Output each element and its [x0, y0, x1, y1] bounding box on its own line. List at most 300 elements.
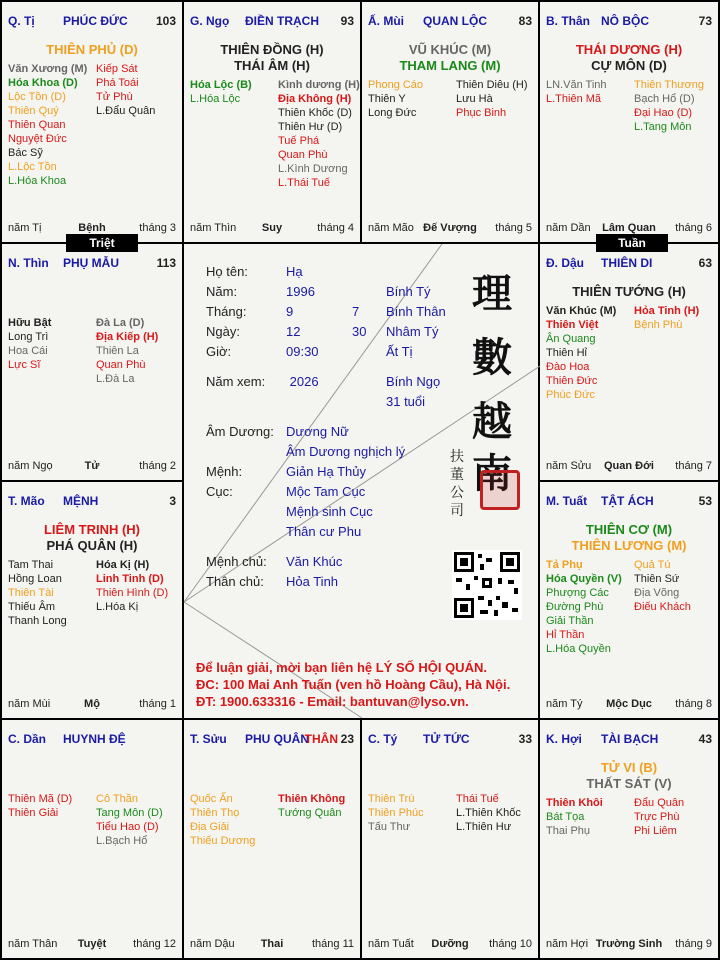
minor-star: Văn Xương (M)	[8, 63, 88, 75]
palace-branch	[8, 256, 49, 270]
minor-star: Quan Phù	[96, 359, 146, 371]
birth-label: Họ tên:	[206, 264, 248, 279]
palace-name: PHỤ MẪU	[63, 256, 119, 270]
palace-number: 53	[698, 494, 712, 508]
minor-star: Lưu Hà	[456, 93, 493, 105]
palace-name: THIÊN DI	[601, 256, 653, 270]
palace-stage: Thai	[260, 938, 284, 950]
minor-star: Địa Không (H)	[278, 93, 352, 105]
birth-can-chi: Bính Thân	[386, 304, 446, 319]
palace-name: TỬ TỨC	[423, 732, 470, 746]
minor-star: Thiên Quý	[8, 105, 59, 117]
center-panel	[184, 244, 540, 720]
small-seal-text: 扶 董 公 司	[450, 449, 464, 519]
palace-number: 83	[518, 14, 532, 28]
palace-footer	[368, 938, 532, 952]
amduong-value: Dương Nữ	[286, 424, 349, 439]
birth-row	[206, 262, 466, 282]
minor-star: LN.Văn Tinh	[546, 79, 607, 91]
palace-name: QUAN LỘC	[423, 14, 487, 28]
palace-can: Đ. Dậu	[546, 256, 585, 270]
red-seal-icon	[480, 470, 520, 510]
palace-header	[546, 14, 712, 30]
menh-value: Giản Hạ Thủy	[286, 464, 366, 479]
palace-month: tháng 8	[675, 698, 712, 710]
palace-can: C. Dần	[8, 732, 47, 746]
palace-can: G. Ngọ	[190, 14, 230, 28]
minor-star: Hóa Khoa (D)	[8, 77, 78, 89]
minor-stars-left	[546, 796, 603, 838]
minor-star: L.Đà La	[96, 373, 135, 385]
minor-star: Hỉ Thần	[546, 629, 585, 641]
palace-month: tháng 5	[495, 222, 532, 234]
minor-star: Văn Khúc (M)	[546, 305, 617, 317]
minor-star: Phượng Các	[546, 587, 609, 599]
palace-can: B. Thân	[546, 14, 590, 28]
palace-can: Q. Tị	[8, 14, 35, 28]
palace-branch	[546, 14, 590, 28]
contact-phone-email[interactable]: ĐT: 1900.633316 - Email: bantuvan@lyso.vn.	[196, 694, 469, 709]
minor-star: Kiếp Sát	[96, 63, 138, 75]
minor-star: Thiên Việt	[546, 319, 599, 331]
calligraphy-2: 數	[472, 334, 512, 381]
palace-stage: Tử	[84, 460, 100, 472]
palace-footer	[546, 698, 712, 712]
palace-year: năm Ngọ	[8, 460, 53, 472]
palace-stage: Mộc Dục	[606, 698, 652, 710]
palace-ngo[interactable]	[184, 2, 360, 242]
palace-header	[8, 14, 176, 30]
minor-stars-right	[96, 792, 163, 848]
minor-stars-right	[96, 62, 155, 118]
palace-branch	[368, 732, 397, 746]
palace-footer	[190, 938, 354, 952]
minor-star: Quốc Ấn	[190, 793, 233, 805]
palace-can: Ấ. Mùi	[368, 14, 404, 28]
minor-stars-right	[456, 78, 528, 120]
palace-can: C. Tý	[368, 732, 398, 746]
palace-can: M. Tuất	[546, 494, 588, 508]
palace-stage: Dưỡng	[431, 938, 469, 950]
minor-star: Lực Sĩ	[8, 359, 41, 371]
palace-number: 23	[340, 732, 354, 746]
palace-header	[546, 256, 712, 272]
palace-stage: Trường Sinh	[595, 938, 663, 950]
birth-solar: 9	[286, 304, 294, 319]
palace-month: tháng 3	[139, 222, 176, 234]
palace-name: PHÚC ĐỨC	[63, 14, 128, 28]
palace-name: PHU QUÂN	[245, 732, 310, 746]
namxem-row	[206, 372, 319, 392]
birth-solar: 09:30	[286, 344, 319, 359]
palace-month: tháng 10	[489, 938, 532, 950]
main-star: THIÊN CƠ (M)	[585, 522, 673, 537]
minor-star: Cô Thần	[96, 793, 138, 805]
palace-than[interactable]	[540, 2, 718, 242]
minor-star: Đại Hao (D)	[634, 107, 693, 119]
birth-label: Giờ:	[206, 344, 232, 359]
palace-year: năm Thìn	[190, 222, 237, 234]
palace-month: tháng 6	[675, 222, 712, 234]
main-star: THẤT SÁT (V)	[586, 776, 672, 791]
palace-thin[interactable]	[2, 244, 182, 480]
minor-stars-right	[278, 792, 345, 820]
palace-year: năm Mão	[368, 222, 414, 234]
minor-stars-left	[368, 78, 423, 120]
contact-address: ĐC: 100 Mai Anh Tuấn (ven hồ Hoàng Cầu), Hà Nội.	[196, 677, 511, 692]
main-star: THIÊN LƯƠNG (M)	[571, 538, 687, 553]
palace-dau[interactable]	[540, 244, 718, 480]
palace-year: năm Tý	[546, 698, 583, 710]
palace-stage: Tuyệt	[77, 938, 107, 950]
palace-number: 103	[155, 14, 176, 28]
minor-star: Tướng Quân	[278, 807, 342, 819]
palace-can: K. Hợi	[546, 732, 582, 746]
palace-than-marker: THÂN	[304, 732, 338, 746]
minor-star: Phong Cáo	[368, 79, 424, 91]
birth-label: Ngày:	[206, 324, 240, 339]
palace-year: năm Dần	[546, 222, 591, 234]
palace-header	[546, 732, 712, 748]
minor-star: Ân Quang	[546, 333, 596, 345]
main-star: THIÊN TƯỚNG (H)	[572, 284, 686, 299]
birth-info	[206, 262, 466, 362]
minor-star: Phá Toái	[96, 77, 139, 89]
minor-stars-left	[368, 792, 424, 834]
tuoi: 31 tuổi	[386, 394, 426, 409]
palace-branch	[8, 732, 46, 746]
palace-tuat[interactable]	[540, 482, 718, 718]
birth-lunar: 30	[352, 324, 367, 339]
palace-month: tháng 4	[317, 222, 354, 234]
minor-star: Điếu Khách	[634, 601, 691, 613]
minor-star: Thiên Trù	[368, 793, 415, 805]
palace-name: HUYNH ĐỆ	[63, 732, 126, 746]
minor-star: Thiên Mã (D)	[8, 793, 73, 805]
palace-header	[546, 494, 712, 510]
minor-star: Thiên Phúc	[368, 807, 424, 819]
palace-stage: Quan Đới	[604, 460, 654, 472]
minor-star: L.Thái Tuế	[278, 177, 330, 189]
birth-row	[206, 342, 466, 362]
minor-star: Long Trì	[8, 331, 49, 343]
palace-header	[190, 732, 354, 748]
palace-footer	[8, 698, 176, 712]
palace-footer	[546, 938, 712, 952]
main-star: LIÊM TRINH (H)	[43, 522, 141, 537]
palace-year: năm Tuất	[368, 938, 414, 950]
minor-stars-right	[634, 796, 684, 838]
minor-star: Bác Sỹ	[8, 147, 43, 159]
palace-month: tháng 9	[675, 938, 712, 950]
minor-stars-left	[8, 62, 87, 188]
main-star: THIÊN PHỦ (D)	[46, 42, 138, 57]
main-star: THIÊN ĐỒNG (H)	[220, 42, 324, 57]
minor-star: L.Tang Môn	[634, 121, 692, 133]
palace-month: tháng 2	[139, 460, 176, 472]
minor-star: Bát Tọa	[546, 811, 585, 823]
tuan-tag: Tuần	[596, 234, 668, 252]
minor-star: Thiên Thương	[634, 79, 705, 91]
minor-star: Phi Liêm	[634, 825, 677, 837]
thanchu-value: Hỏa Tinh	[286, 574, 339, 589]
minor-star: Hoa Cái	[8, 345, 48, 357]
amduong-label: Âm Dương:	[206, 424, 274, 439]
palace-footer	[8, 460, 176, 474]
palace-mao[interactable]	[2, 482, 182, 718]
minor-star: L.Thiên Mã	[546, 93, 602, 105]
palace-month: tháng 12	[133, 938, 176, 950]
minor-star: L.Hóa Kị	[96, 601, 139, 613]
palace-suu[interactable]	[184, 720, 360, 958]
minor-star: Tiểu Hao (D)	[96, 821, 159, 833]
palace-name: TÀI BẠCH	[601, 732, 659, 746]
minor-star: Hữu Bật	[8, 317, 52, 329]
minor-star: Thái Tuế	[456, 793, 499, 805]
palace-year: năm Mùi	[8, 698, 51, 710]
birth-row	[206, 282, 466, 302]
palace-stage: Đế Vượng	[423, 222, 477, 234]
minor-star: Long Đức	[368, 107, 417, 119]
calligraphy-4: 南	[472, 450, 512, 497]
minor-star: Thiên Thọ	[190, 807, 240, 819]
minor-star: Tử Phù	[96, 91, 133, 103]
palace-footer	[190, 222, 354, 236]
amduong-note: Âm Dương nghịch lý	[286, 444, 406, 459]
minor-star: L.Hóa Khoa	[8, 175, 67, 187]
minor-star: Quan Phù	[278, 149, 328, 161]
minor-star: Thiên Quan	[8, 119, 66, 131]
minor-star: Thai Phụ	[546, 825, 591, 837]
birth-solar: 1996	[286, 284, 315, 299]
minor-star: L.Đẩu Quân	[96, 105, 156, 117]
minor-star: Hồng Loan	[8, 573, 62, 585]
palace-number: 43	[698, 732, 712, 746]
palace-ti[interactable]	[2, 2, 182, 242]
palace-hoi[interactable]	[540, 720, 718, 958]
minor-star: Hóa Lộc (B)	[190, 79, 252, 91]
minor-star: Thiên Đức	[546, 375, 598, 387]
palace-header	[368, 732, 532, 748]
minor-star: Thiên La	[96, 345, 139, 357]
minor-star: L.Kình Dương	[278, 163, 348, 175]
minor-star: Thiên Hình (D)	[96, 587, 169, 599]
minor-stars-right	[278, 78, 360, 190]
palace-mui[interactable]	[362, 2, 538, 242]
palace-name: NÔ BỘC	[601, 14, 649, 28]
menhchu-label: Mệnh chủ:	[206, 554, 267, 569]
minor-stars-left	[546, 558, 622, 656]
palace-month: tháng 1	[139, 698, 176, 710]
palace-branch	[190, 14, 229, 28]
minor-stars-right	[96, 558, 168, 614]
minor-star: Nguyệt Đức	[8, 133, 67, 145]
minor-star: Bạch Hổ (D)	[634, 93, 695, 105]
palace-branch	[190, 732, 227, 746]
palace-can: T. Sửu	[190, 732, 227, 746]
birth-can-chi: Ất Tị	[386, 344, 413, 359]
birth-solar: 12	[286, 324, 301, 339]
minor-star: Thanh Long	[8, 615, 67, 627]
minor-star: L.Hóa Quyền	[546, 643, 611, 655]
namxem-value: 2026	[289, 374, 319, 389]
main-star: THÁI DƯƠNG (H)	[575, 42, 683, 57]
birth-label: Năm:	[206, 284, 238, 299]
minor-star: Phúc Đức	[546, 389, 595, 401]
minor-stars-right	[634, 78, 704, 134]
minor-star: Tuế Phá	[278, 135, 320, 147]
main-star: VŨ KHÚC (M)	[408, 42, 492, 57]
minor-stars-right	[634, 304, 699, 332]
minor-star: Thiên Giải	[8, 807, 59, 819]
palace-number: 93	[340, 14, 354, 28]
minor-star: Thiên Diêu (H)	[456, 79, 528, 91]
palace-name: ĐIỀN TRẠCH	[245, 14, 319, 28]
palace-stage: Bệnh	[78, 222, 106, 234]
minor-stars-right	[96, 316, 158, 386]
palace-branch	[546, 494, 587, 508]
namxem-label: Năm xem:	[206, 374, 266, 389]
minor-stars-left	[190, 792, 255, 848]
minor-star: Thiếu Âm	[8, 601, 56, 613]
palace-footer	[368, 222, 532, 236]
palace-month: tháng 7	[675, 460, 712, 472]
minor-star: Thiên Sứ	[634, 573, 680, 585]
minor-star: L.Lộc Tồn	[8, 161, 57, 173]
minor-star: Hỏa Tinh (H)	[634, 305, 700, 317]
birth-can-chi: Bính Tý	[386, 284, 431, 299]
palace-footer	[8, 938, 176, 952]
birth-label: Tháng:	[206, 304, 247, 319]
minor-star: Quả Tú	[634, 559, 671, 571]
minor-star: Lộc Tồn (D)	[8, 91, 66, 103]
palace-branch	[546, 732, 582, 746]
minor-star: Đẩu Quân	[634, 797, 685, 809]
qr-code-icon[interactable]	[452, 550, 522, 620]
minor-stars-right	[456, 792, 521, 834]
calligraphy-3: 越	[472, 398, 512, 445]
minor-star: Thiên Không	[278, 793, 346, 805]
minor-stars-left	[8, 792, 72, 820]
palace-header	[8, 256, 176, 272]
cuc-relation: Mệnh sinh Cục	[286, 504, 373, 519]
main-star: PHÁ QUÂN (H)	[46, 538, 138, 553]
contact-line-1: Để luận giải, mời bạn liên hệ LÝ SỐ HỘI QUÁN.	[196, 660, 487, 675]
minor-stars-left	[546, 304, 616, 402]
minor-star: Phục Binh	[456, 107, 507, 119]
minor-star: Linh Tinh (D)	[96, 573, 164, 585]
minor-stars-left	[8, 558, 67, 628]
minor-star: Thiên Hỉ	[546, 347, 587, 359]
minor-star: Tam Thai	[8, 559, 54, 571]
minor-star: Hóa Quyền (V)	[546, 573, 622, 585]
than-cu: Thân cư Phu	[286, 524, 362, 539]
namxem-can: Bính Ngọ	[386, 374, 441, 389]
main-star: THÁI ÂM (H)	[234, 58, 310, 73]
palace-header	[368, 14, 532, 30]
minor-star: L.Bạch Hổ	[96, 835, 148, 847]
minor-star: L.Hóa Lộc	[190, 93, 241, 105]
minor-star: Hóa Kị (H)	[96, 559, 150, 571]
palace-header	[8, 494, 176, 510]
main-star: THAM LANG (M)	[399, 58, 501, 73]
palace-branch	[8, 14, 35, 28]
minor-star: Thiên Khôi	[546, 797, 603, 809]
menhchu-value: Văn Khúc	[286, 554, 343, 569]
minor-star: Tấu Thư	[368, 821, 411, 833]
minor-star: Thiếu Dương	[190, 835, 256, 847]
minor-star: Địa Giải	[190, 821, 230, 833]
minor-star: L.Thiên Hư	[456, 821, 512, 833]
palace-number: 3	[169, 494, 176, 508]
palace-number: 63	[698, 256, 712, 270]
palace-ty[interactable]	[362, 720, 538, 958]
palace-year: năm Hợi	[546, 938, 589, 950]
minor-star: Địa Võng	[634, 587, 680, 599]
minor-star: Tả Phụ	[546, 559, 583, 571]
minor-star: Tang Môn (D)	[96, 807, 163, 819]
palace-number: 73	[698, 14, 712, 28]
palace-dan[interactable]	[2, 720, 182, 958]
minor-star: Trực Phù	[634, 811, 680, 823]
palace-stage: Suy	[261, 222, 283, 234]
minor-star: Đào Hoa	[546, 361, 590, 373]
minor-star: Đường Phù	[546, 601, 604, 613]
palace-number: 33	[518, 732, 532, 746]
palace-header	[190, 14, 354, 30]
birth-row	[206, 322, 466, 342]
palace-stage: Mộ	[84, 698, 100, 710]
palace-year: năm Sửu	[546, 460, 592, 472]
minor-star: Bệnh Phù	[634, 319, 683, 331]
palace-month: tháng 11	[311, 938, 354, 950]
palace-year: năm Dậu	[190, 938, 235, 950]
minor-star: Kình dương (H)	[278, 79, 360, 91]
cuc-label: Cục:	[206, 484, 233, 499]
birth-solar: Hạ	[286, 264, 303, 279]
minor-star: L.Thiên Khốc	[456, 807, 521, 819]
minor-star: Thiên Hư (D)	[278, 121, 343, 133]
minor-star: Thiên Tài	[8, 587, 54, 599]
palace-header	[8, 732, 176, 748]
minor-star: Giải Thần	[546, 615, 594, 627]
palace-name: MỆNH	[63, 494, 99, 508]
palace-branch	[546, 256, 584, 270]
palace-stage: Lâm Quan	[602, 222, 656, 234]
palace-year: năm Thân	[8, 938, 58, 950]
birth-can-chi: Nhâm Tý	[386, 324, 439, 339]
palace-branch	[368, 14, 404, 28]
thanchu-label: Thân chủ:	[206, 574, 264, 589]
main-star: CỰ MÔN (D)	[591, 58, 667, 73]
palace-can: N. Thìn	[8, 256, 49, 270]
minor-stars-left	[546, 78, 607, 106]
minor-star: Địa Kiếp (H)	[96, 331, 159, 343]
palace-can: T. Mão	[8, 494, 45, 508]
calligraphy-1: 理	[472, 270, 512, 317]
minor-star: Thiên Y	[368, 93, 406, 105]
minor-stars-left	[190, 78, 252, 106]
minor-star: Thiên Khốc (D)	[278, 107, 352, 119]
main-star: TỬ VI (B)	[600, 760, 658, 775]
minor-stars-left	[8, 316, 51, 372]
birth-row	[206, 302, 466, 322]
birth-lunar: 7	[352, 304, 360, 319]
triet-tag: Triệt	[66, 234, 138, 252]
palace-number: 113	[156, 256, 176, 270]
palace-branch	[8, 494, 45, 508]
menh-label: Mệnh:	[206, 464, 243, 479]
